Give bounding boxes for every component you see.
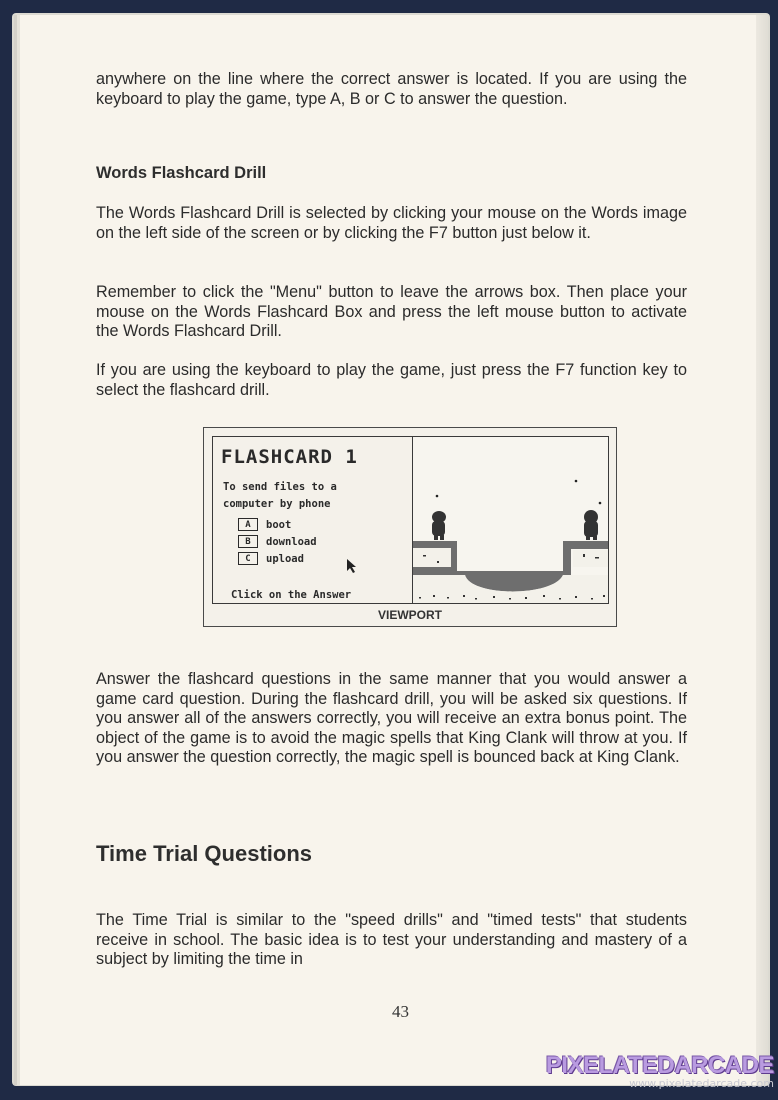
option-label-c: upload bbox=[266, 552, 304, 565]
watermark-logo: PIXELATEDARCADE bbox=[545, 1052, 774, 1079]
figure-caption: VIEWPORT bbox=[377, 608, 442, 622]
option-label-b: download bbox=[266, 535, 317, 548]
paragraph-keyboard: If you are using the keyboard to play the game, just press the F7 function key to select the flashcard drill. bbox=[96, 361, 687, 399]
king-clank-character-icon bbox=[584, 510, 598, 540]
flashcard-screenshot-figure bbox=[203, 427, 617, 627]
option-key-c: C bbox=[238, 552, 258, 565]
paragraph-menu: Remember to click the "Menu" button to leave the arrows box. Then place your mouse on the Words Flashcard Box and press the left mouse button to activate the Words Flashcard Drill. bbox=[96, 283, 687, 341]
option-key-a: A bbox=[238, 518, 258, 531]
answer-option-c bbox=[238, 552, 304, 565]
answer-option-b bbox=[238, 535, 317, 548]
page-edge bbox=[756, 15, 768, 1085]
instruction-text: Click on the Answer bbox=[231, 589, 352, 601]
answer-option-a bbox=[238, 518, 291, 531]
speck bbox=[436, 495, 439, 498]
section-heading-words-flashcard: Words Flashcard Drill bbox=[96, 164, 267, 182]
game-scene-illustration bbox=[413, 437, 609, 604]
speck bbox=[599, 502, 602, 505]
paragraph-flashcard-answering: Answer the flashcard questions in the same manner that you would answer a game card question. During the flashcard drill, you will be asked six questions. If you answer all of the answers correctly, you will receive an extra bonus point. The object of the game is to avoid the magic spells that King Clank will throw at you. If you answer the question correctly, the magic spell is bounced back at King Clank. bbox=[96, 670, 687, 767]
flashcard-title: FLASHCARD 1 bbox=[221, 446, 358, 468]
question-line-2: computer by phone bbox=[223, 498, 331, 510]
paragraph-selection: The Words Flashcard Drill is selected by clicking your mouse on the Words image on the left side of the screen or by clicking the F7 button just below it. bbox=[96, 204, 687, 242]
terrain-platforms bbox=[413, 541, 609, 604]
question-line-1: To send files to a bbox=[223, 481, 337, 493]
page-number: 43 bbox=[392, 1002, 409, 1021]
watermark bbox=[546, 1052, 774, 1090]
option-key-b: B bbox=[238, 535, 258, 548]
flashcard-panel bbox=[212, 436, 412, 604]
game-viewport bbox=[412, 436, 609, 604]
paragraph-time-trial: The Time Trial is similar to the "speed drills" and "timed tests" that students receive in school. The basic idea is to test your understanding and mastery of a subject by limiting the time in bbox=[96, 911, 687, 969]
section-heading-time-trial: Time Trial Questions bbox=[96, 841, 312, 866]
speck bbox=[575, 480, 578, 483]
intro-paragraph: anywhere on the line where the correct answer is located. If you are using the keyboard to play the game, type A, B or C to answer the question. bbox=[96, 70, 687, 108]
mouse-pointer-icon bbox=[346, 558, 358, 574]
player-character-icon bbox=[432, 511, 446, 540]
option-label-a: boot bbox=[266, 518, 292, 531]
watermark-url: www.pixelatedarcade.com bbox=[629, 1077, 774, 1090]
